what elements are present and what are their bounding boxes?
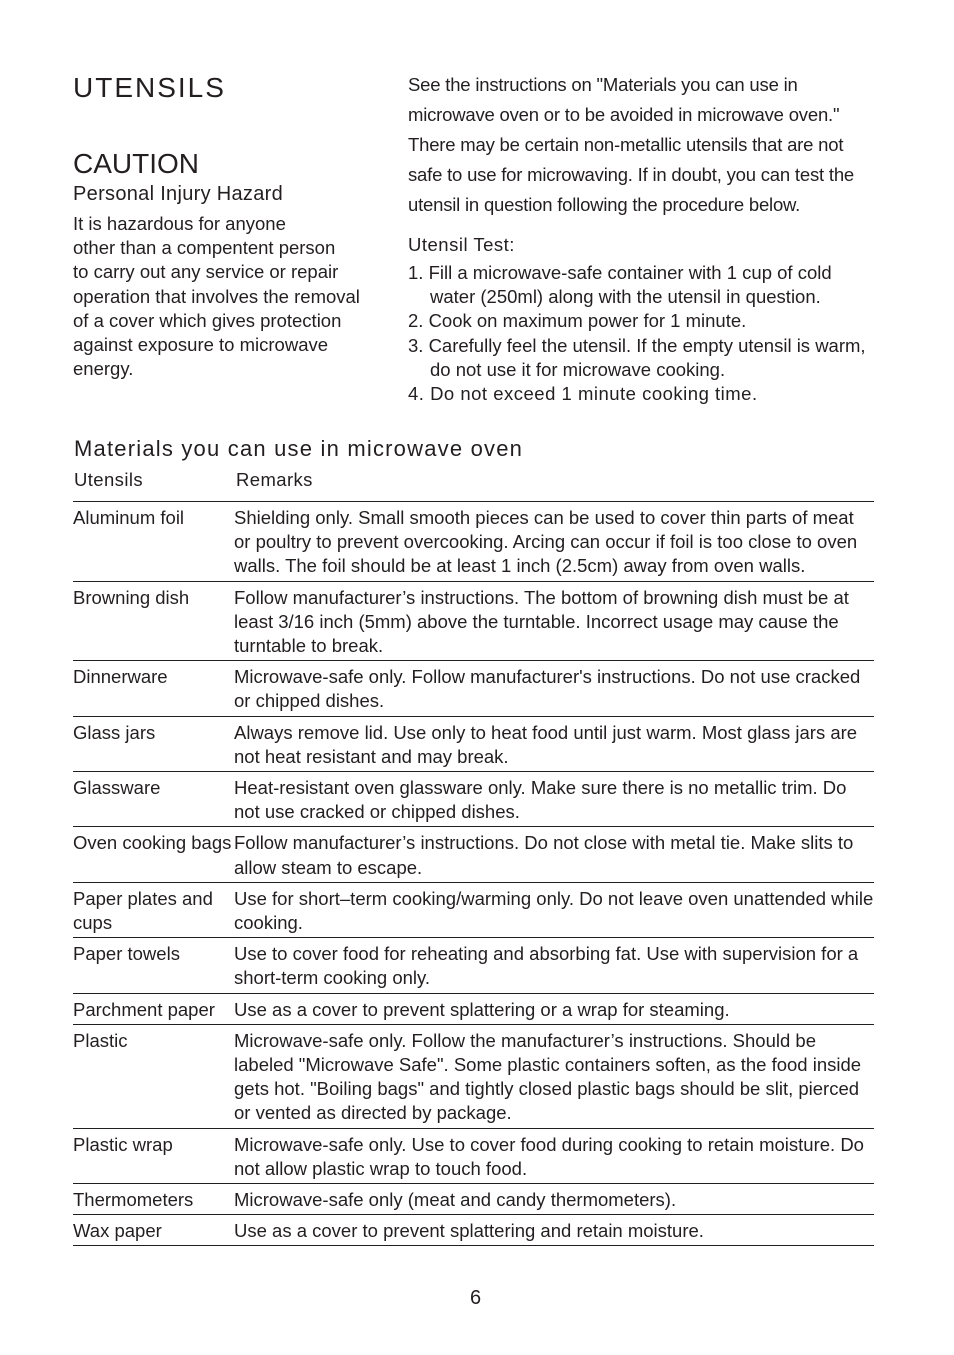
caution-heading: CAUTION [73,148,199,179]
table-row [73,1215,874,1246]
materials-title: Materials you can use in microwave oven [74,436,524,461]
hazard-line: operation that involves the removal [73,285,360,307]
hazard-text [73,212,393,381]
intro-line: There may be certain non-metallic utensils that are not [408,134,844,156]
remark-cell: Use as a cover to prevent splattering or a wrap for steaming. [234,993,874,1024]
remark-cell: Microwave-safe only. Follow manufacturer's instructions. Do not use cracked or chipped dishes. [234,661,874,716]
remark-cell: Use as a cover to prevent splattering and retain moisture. [234,1215,874,1246]
hazard-line: other than a compentent person [73,237,336,259]
remark-cell: Use to cover food for reheating and absorbing fat. Use with supervision for a short-term cooking only. [234,938,874,993]
hazard-line: It is hazardous for anyone [73,213,286,234]
intro-line: safe to use for microwaving. If in doubt, you can test the [408,164,855,186]
table-row [73,938,874,993]
table-row [73,993,874,1024]
utensil-cell: Plastic [73,1024,234,1128]
test-step: 3. Carefully feel the utensil. If the empty utensil is warm, do not use it for microwave cooking. [408,334,866,380]
remark-cell: Always remove lid. Use only to heat food until just warm. Most glass jars are not heat resistant and may break. [234,716,874,771]
utensil-cell: Paper towels [73,938,234,993]
utensil-cell: Paper plates and cups [73,882,234,937]
intro-line: See the instructions on "Materials you can use in [408,74,798,95]
table-row [73,661,874,716]
remark-cell: Follow manufacturer’s instructions. The bottom of browning dish must be at least 3/16 inch (5mm) above the turntable. Incorrect usage may cause the turntable to break. [234,581,874,661]
hazard-line: of a cover which gives protection [73,309,342,331]
utensil-cell: Glass jars [73,716,234,771]
remark-cell: Microwave-safe only. Follow the manufacturer’s instructions. Should be labeled "Microwave Safe". Some plastic containers soften, as the food inside gets hot. "Boiling bags" and tightly closed plastic bags should be slit, pierced or vented as directed by package. [234,1024,874,1128]
remark-cell: Shielding only. Small smooth pieces can be used to cover thin parts of meat or poultry to prevent overcooking. Arcing can occur if foil is too close to oven walls. The foil should be at least 1 inch (2.5cm) away from oven walls. [234,502,874,581]
page-number: 6 [470,1287,482,1309]
table-row [73,1128,874,1183]
table-row [73,1024,874,1128]
utensil-cell: Thermometers [73,1184,234,1215]
test-step: 1. Fill a microwave-safe container with 1 cup of cold water (250ml) along with the utensil in question. [408,262,832,308]
table-row [73,716,874,771]
table-row [73,581,874,661]
test-step: 2. Cook on maximum power for 1 minute. [408,310,747,332]
utensil-cell: Glassware [73,772,234,827]
table-row [73,827,874,882]
table-row [73,772,874,827]
table-row [73,502,874,581]
remark-cell: Microwave-safe only (meat and candy thermometers). [234,1184,874,1215]
hazard-line: energy. [73,358,134,380]
table-row [73,882,874,937]
table-row [73,1184,874,1215]
hazard-subtitle: Personal Injury Hazard [73,183,284,205]
col-header-remarks: Remarks [236,469,313,490]
intro-paragraph [408,70,888,220]
utensil-cell: Oven cooking bags [73,827,234,882]
hazard-line: against exposure to microwave [73,334,329,356]
utensil-cell: Dinnerware [73,661,234,716]
hazard-line: to carry out any service or repair [73,261,339,283]
remark-cell: Follow manufacturer’s instructions. Do not close with metal tie. Make slits to allow steam to escape. [234,827,874,882]
remark-cell: Use for short–term cooking/warming only. Do not leave oven unattended while cooking. [234,882,874,937]
page-title: UTENSILS [73,72,226,103]
remark-cell: Heat-resistant oven glassware only. Make sure there is no metallic trim. Do not use cracked or chipped dishes. [234,772,874,827]
utensil-cell: Plastic wrap [73,1128,234,1183]
utensil-cell: Wax paper [73,1215,234,1246]
test-step: 4. Do not exceed 1 minute cooking time. [408,383,758,405]
col-header-utensils: Utensils [74,469,143,490]
materials-table [73,502,874,1246]
utensil-test-steps [408,261,878,406]
utensil-test-title: Utensil Test: [408,234,515,255]
utensil-cell: Aluminum foil [73,502,234,581]
utensil-cell: Parchment paper [73,993,234,1024]
intro-line: microwave oven or to be avoided in microwave oven." [408,104,840,126]
utensil-cell: Browning dish [73,581,234,661]
remark-cell: Microwave-safe only. Use to cover food during cooking to retain moisture. Do not allow plastic wrap to touch food. [234,1128,874,1183]
intro-line: utensil in question following the procedure below. [408,194,801,216]
